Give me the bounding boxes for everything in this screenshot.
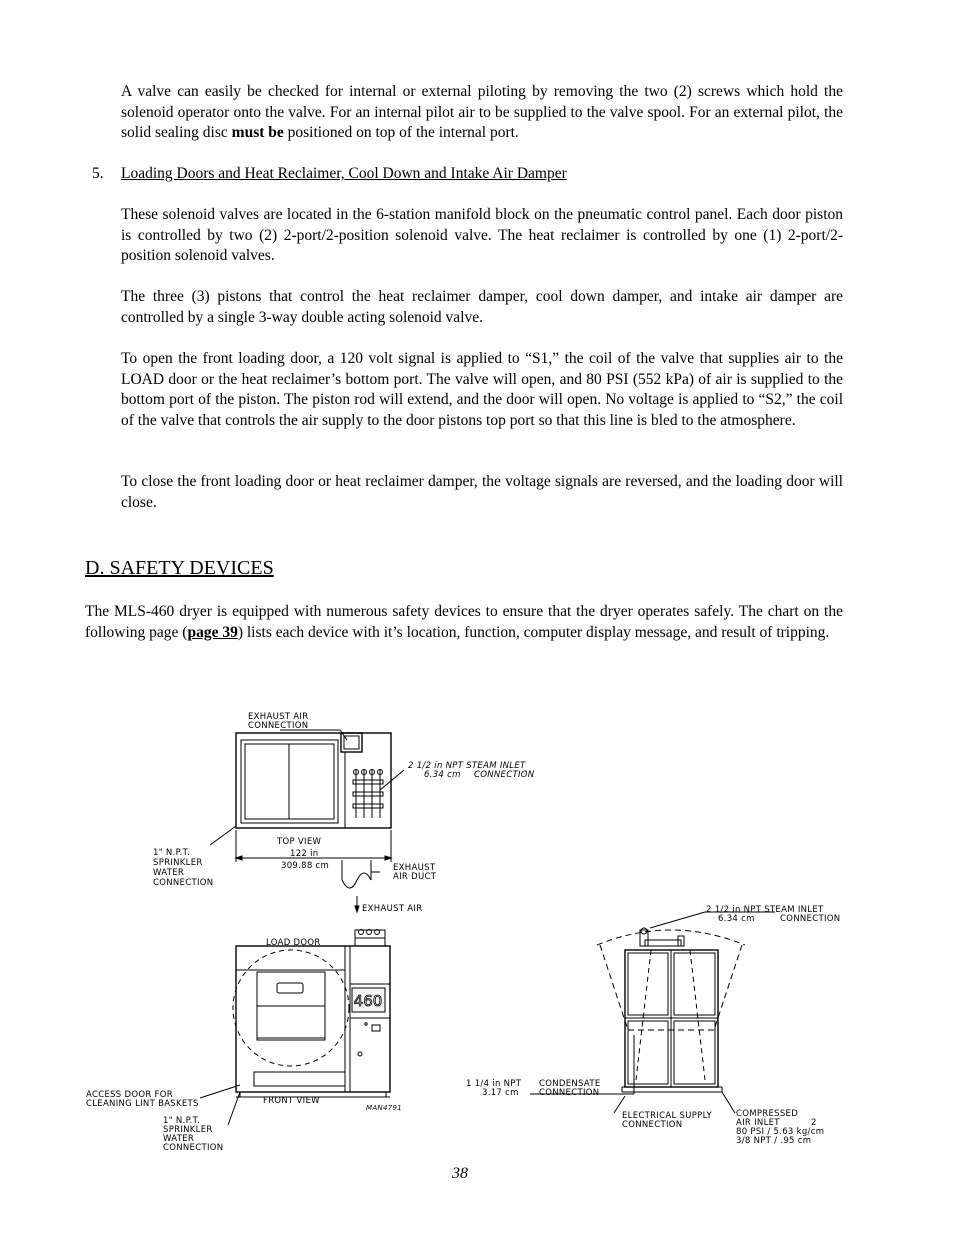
- condensate-label-3: CONDENSATE: [539, 1079, 601, 1089]
- electrical-label-2: CONNECTION: [622, 1120, 683, 1130]
- exhaust-air-duct-label-1: EXHAUST: [393, 863, 436, 873]
- steam-inlet-top-label-2: 6.34 cm: [424, 770, 461, 780]
- exhaust-air-connection-label-2: CONNECTION: [248, 721, 309, 731]
- compressed-air-label-4: 3/8 NPT / .95 cm: [736, 1136, 812, 1146]
- front-view-label: FRONT VIEW: [263, 1096, 320, 1106]
- exhaust-air-duct-label-2: AIR DUCT: [393, 872, 437, 882]
- steam-inlet-side-label-3: CONNECTION: [780, 914, 841, 924]
- electrical-label-1: ELECTRICAL SUPPLY: [622, 1111, 712, 1121]
- sprinkler-top-label-2: SPRINKLER: [153, 858, 203, 868]
- sprinkler-top-label-1: 1" N.P.T.: [153, 848, 191, 858]
- pilot-check-text-end: positioned on top of the internal port.: [283, 124, 519, 141]
- safety-intro-text-end: ) lists each device with it’s location, function, computer display message, and result of tripping.: [237, 623, 830, 641]
- sprinkler-front-label-4: CONNECTION: [163, 1143, 224, 1153]
- pilot-check-emphasis: must be: [231, 124, 284, 141]
- drawing-id-label: MAN4791: [366, 1104, 402, 1112]
- model-badge: 460: [353, 992, 383, 1010]
- condensate-label-2: 3.17 cm: [482, 1088, 519, 1098]
- page-number: 38: [452, 1165, 468, 1182]
- steam-inlet-side-label-2: 6.34 cm: [718, 914, 755, 924]
- access-door-label-1: ACCESS DOOR FOR: [86, 1090, 173, 1100]
- top-view: [210, 730, 404, 912]
- page-39-link[interactable]: page 39: [187, 623, 238, 641]
- superscript-2-label: 2: [811, 1118, 817, 1128]
- safety-intro-text: The MLS-460 dryer is equipped with numerous safety devices to ensure that the dryer operates safely. The chart on the following page (: [85, 603, 843, 641]
- exhaust-air-label: EXHAUST AIR: [362, 904, 423, 914]
- exhaust-air-connection-label-1: EXHAUST AIR: [248, 712, 309, 722]
- steam-inlet-top-label-1: 2 1/2 in NPT STEAM INLET: [408, 761, 526, 771]
- compressed-air-label-1: COMPRESSED: [736, 1109, 799, 1119]
- steam-inlet-side-label-1: 2 1/2 in NPT STEAM INLET: [706, 905, 824, 915]
- pistons-paragraph: The three (3) pistons that control the heat reclaimer damper, cool down damper, and intake air damper are controlled by a single 3-way double acting solenoid valve.: [121, 288, 843, 326]
- access-door-label-2: CLEANING LINT BASKETS: [86, 1099, 199, 1109]
- compressed-air-label-3: 80 PSI / 5.63 kg/cm: [736, 1127, 825, 1137]
- close-door-paragraph: To close the front loading door or heat reclaimer damper, the voltage signals are reversed, and the loading door will close.: [121, 473, 843, 511]
- pilot-check-text: A valve can easily be checked for internal or external piloting by removing the two (2) screws which hold the solenoid operator onto the valve. For an internal pilot air to be supplied to the valve spool. For an external pilot, the solid sealing disc: [121, 83, 843, 141]
- load-door-label: LOAD DOOR: [266, 938, 321, 948]
- item-5-title: Loading Doors and Heat Reclaimer, Cool Down and Intake Air Damper: [121, 165, 567, 182]
- item-5-number: 5.: [92, 165, 104, 182]
- condensate-label-4: CONNECTION: [539, 1088, 600, 1098]
- top-view-label: TOP VIEW: [277, 837, 322, 847]
- sprinkler-front-label-3: WATER: [163, 1134, 195, 1144]
- section-heading: D. SAFETY DEVICES: [85, 557, 274, 579]
- steam-inlet-top-label-3: CONNECTION: [474, 770, 535, 780]
- open-door-paragraph: To open the front loading door, a 120 volt signal is applied to “S1,” the coil of the valve that supplies air to the LOAD door or the heat reclaimer’s bottom port. The valve will open, and 80 PSI (552 kPa) of air is supplied to the bottom port of the piston. The piston rod will extend, and the door will open. No voltage is applied to “S2,” the coil of the valve that controls the air supply to the door pistons top port so that this line is bled to the atmosphere.: [121, 350, 843, 429]
- sprinkler-top-label-3: WATER: [153, 868, 185, 878]
- sprinkler-front-label-1: 1" N.P.T.: [163, 1116, 201, 1126]
- compressed-air-label-2: AIR INLET: [736, 1118, 780, 1128]
- solenoid-location-paragraph: These solenoid valves are located in the 6-station manifold block on the pneumatic control panel. Each door piston is controlled by two (2) 2-port/2-position solenoid valve. The heat reclaimer is controlled by one (1) 2-port/2-position solenoid valves.: [121, 206, 843, 264]
- dimension-inches-label: 122 in: [290, 849, 319, 859]
- sprinkler-front-label-2: SPRINKLER: [163, 1125, 213, 1135]
- condensate-label-1: 1 1/4 in NPT: [466, 1079, 522, 1089]
- dimension-cm-label: 309.88 cm: [281, 861, 330, 871]
- sprinkler-top-label-4: CONNECTION: [153, 878, 214, 888]
- drawing-labels: [86, 712, 840, 1153]
